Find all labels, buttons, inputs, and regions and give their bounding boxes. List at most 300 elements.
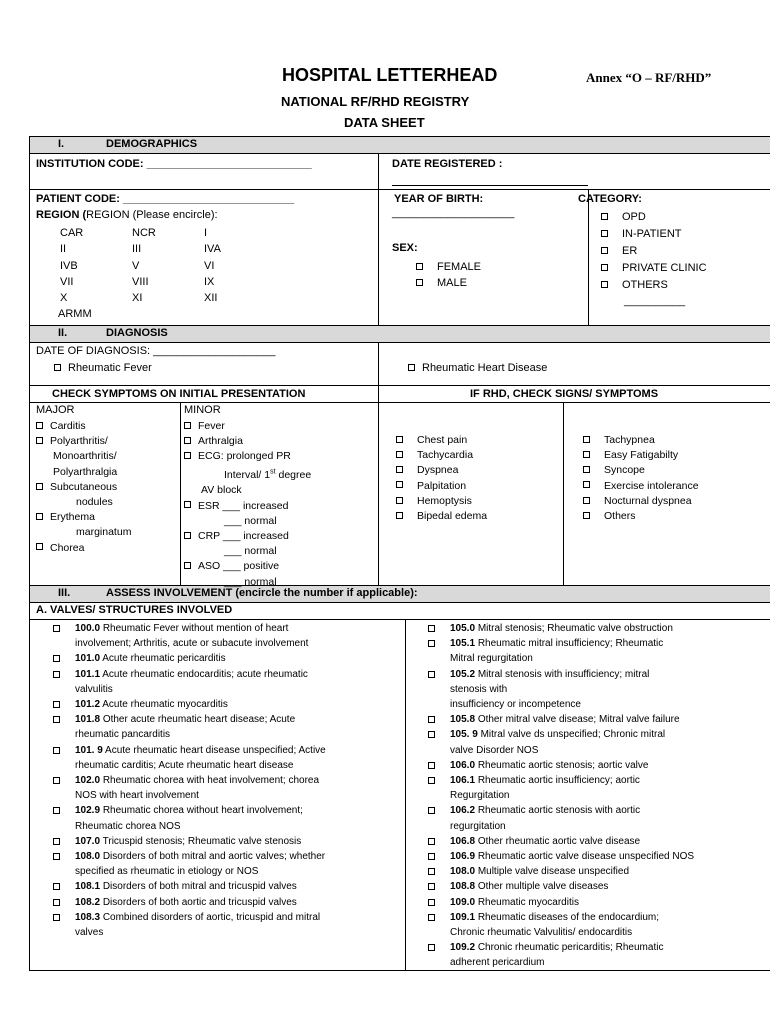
valve-description: Other mitral valve disease; Mitral valve failure (477, 714, 680, 726)
minor-criterion-label: ASO ___ positive (198, 560, 280, 573)
major-criterion[interactable] (36, 541, 131, 556)
checkbox[interactable] (54, 364, 61, 371)
category-option[interactable] (601, 260, 707, 277)
minor-criterion-label: Fever (198, 420, 225, 432)
icd-code: 107.0 (75, 835, 101, 847)
checkbox[interactable] (184, 562, 191, 569)
category-option[interactable] (601, 226, 707, 243)
region-option[interactable]: CAR (60, 227, 84, 239)
icd-code: 108.0 (75, 851, 101, 863)
valves-subheader: A. VALVES/ STRUCTURES INVOLVED (36, 604, 233, 616)
demographics-number: I. (58, 138, 65, 150)
checkbox[interactable] (396, 436, 403, 443)
valve-item[interactable] (53, 895, 326, 910)
minor-criterion[interactable] (184, 449, 311, 464)
minor-criterion-label: ___ normal (224, 545, 277, 558)
major-criterion-label: Carditis (50, 420, 86, 432)
checkbox[interactable] (53, 716, 60, 723)
involvement-number: III. (58, 587, 71, 599)
valve-item[interactable] (428, 636, 694, 651)
data-sheet-title: DATA SHEET (344, 115, 425, 130)
checkbox[interactable] (428, 777, 435, 784)
icd-code: 100.0 (75, 623, 101, 634)
valve-description: Mitral stenosis with insufficiency; mitral (477, 668, 650, 680)
checkbox[interactable] (428, 899, 435, 906)
rhd-sign-label: Tachycardia (417, 449, 474, 462)
valves-right-list (428, 621, 694, 971)
valve-item[interactable] (53, 849, 326, 864)
icd-code: 105.0 (450, 623, 476, 634)
checkbox[interactable] (53, 777, 60, 784)
valve-item[interactable] (53, 803, 326, 818)
valve-description: Mitral stenosis; Rheumatic valve obstruction (477, 623, 673, 634)
checkbox[interactable] (428, 914, 435, 921)
valve-description: specified as rheumatic in etiology or NOS (75, 866, 259, 878)
category-option[interactable] (601, 277, 707, 294)
minor-label: MINOR (184, 404, 221, 416)
checkbox[interactable] (396, 512, 403, 519)
rhd-signs-right-list (583, 433, 699, 524)
icd-code: 102.9 (75, 805, 101, 817)
region-option[interactable]: IX (204, 275, 215, 288)
valve-item[interactable] (428, 712, 694, 727)
diagnosis-number: II. (58, 327, 68, 339)
valve-description: Chronic rheumatic pericarditis; Rheumatic (477, 942, 664, 954)
rhd-sign-label: Dyspnea (417, 464, 459, 477)
checkbox[interactable] (416, 263, 423, 270)
valve-description: involvement; Arthritis, acute or subacute involvement (75, 638, 309, 650)
checkbox[interactable] (53, 853, 60, 860)
rule (29, 585, 770, 586)
rhd-sign-label: Syncope (604, 464, 645, 477)
checkbox[interactable] (36, 513, 43, 520)
valve-item (428, 819, 694, 834)
rhd-sign[interactable] (583, 509, 699, 524)
checkbox[interactable] (53, 655, 60, 662)
icd-code: 105.1 (450, 638, 476, 650)
rhd-sign-label: Exercise intolerance (604, 479, 699, 492)
icd-code: 109.1 (450, 911, 476, 923)
valve-description: Rheumatic Fever without mention of heart (102, 623, 289, 634)
minor-criterion[interactable] (184, 499, 311, 514)
checkbox[interactable] (428, 944, 435, 951)
checkbox[interactable] (583, 436, 590, 443)
region-label: REGION (REGION (Please encircle): (36, 209, 218, 221)
minor-criterion (184, 465, 311, 484)
valve-description: Acute rheumatic pericarditis (102, 653, 226, 665)
icd-code: 101.2 (75, 699, 101, 711)
icd-code: 106.0 (450, 759, 476, 771)
major-criterion-label: Subcutaneous (50, 480, 118, 493)
region-option[interactable]: XI (132, 292, 143, 305)
symptoms-header: CHECK SYMPTOMS ON INITIAL PRESENTATION (52, 388, 306, 400)
checkbox[interactable] (583, 466, 590, 473)
valve-item[interactable] (428, 667, 694, 682)
rheumatic-fever-option[interactable]: Rheumatic Fever (54, 362, 152, 374)
sex-label: SEX: (392, 242, 418, 254)
major-criterion (36, 449, 131, 464)
region-option[interactable]: VIII (132, 275, 149, 288)
region-option[interactable]: I (204, 227, 208, 239)
minor-criterion-label: ___ normal (224, 575, 277, 588)
checkbox[interactable] (428, 807, 435, 814)
valve-item[interactable] (53, 910, 326, 925)
valve-item[interactable] (53, 773, 326, 788)
checkbox[interactable] (53, 914, 60, 921)
rhd-sign[interactable] (396, 509, 487, 524)
region-option[interactable]: III (132, 243, 142, 256)
valve-description: Other multiple valve diseases (477, 881, 609, 893)
checkbox[interactable] (428, 731, 435, 738)
rhd-sign[interactable] (396, 463, 487, 478)
date-registered-label: DATE REGISTERED : (392, 158, 503, 170)
checkbox[interactable] (53, 747, 60, 754)
category-options (601, 209, 707, 294)
category-option-label: OPD (622, 211, 646, 223)
valve-item (428, 925, 694, 940)
checkbox[interactable] (396, 451, 403, 458)
checkbox[interactable] (428, 625, 435, 632)
checkbox[interactable] (184, 501, 191, 508)
valve-description: Rheumatic chorea with heat involvement; chorea (102, 775, 320, 787)
checkbox[interactable] (184, 532, 191, 539)
valve-description: Combined disorders of aortic, tricuspid and mitral (102, 911, 321, 923)
valve-item[interactable] (428, 849, 694, 864)
checkbox[interactable] (36, 422, 43, 429)
checkbox[interactable] (53, 807, 60, 814)
rule (29, 189, 770, 190)
valve-item (428, 697, 694, 712)
minor-criterion[interactable] (184, 434, 311, 449)
category-other-blank[interactable]: __________ (624, 295, 686, 307)
minor-criteria-list (184, 419, 311, 590)
valve-description: Mitral valve ds unspecified; Chronic mitral (480, 729, 666, 741)
icd-code: 101. 9 (75, 744, 103, 756)
checkbox[interactable] (601, 247, 608, 254)
rule (29, 153, 770, 154)
major-criterion-label: Chorea (50, 541, 85, 554)
valve-item[interactable] (428, 621, 694, 636)
valve-description: adherent pericardium (450, 957, 545, 969)
icd-code: 106.8 (450, 835, 476, 847)
checkbox[interactable] (53, 625, 60, 632)
rule (29, 619, 770, 620)
major-criterion[interactable] (36, 434, 131, 449)
region-option[interactable]: XII (204, 292, 218, 305)
valve-description: Acute rheumatic endocarditis; acute rheumatic (102, 668, 308, 680)
rhd-sign-label: Hemoptysis (417, 494, 472, 507)
region-option[interactable]: VI (204, 259, 215, 272)
checkbox[interactable] (53, 701, 60, 708)
checkbox[interactable] (601, 264, 608, 271)
valve-description: Other acute rheumatic heart disease; Acute (102, 714, 296, 726)
icd-code: 109.0 (450, 896, 476, 908)
icd-code: 105. 9 (450, 729, 478, 741)
rhd-sign-label: Chest pain (417, 434, 468, 446)
rhd-sign[interactable] (583, 479, 699, 494)
checkbox[interactable] (601, 213, 608, 220)
checkbox[interactable] (408, 364, 415, 371)
valve-description: NOS with heart involvement (75, 790, 199, 802)
major-criterion-label: nodules (76, 496, 113, 509)
valve-description: Rheumatic chorea without heart involvement; (102, 805, 303, 817)
checkbox[interactable] (396, 481, 403, 488)
valve-item (53, 788, 326, 803)
valve-item[interactable] (53, 743, 326, 758)
major-criterion (36, 525, 131, 540)
region-option[interactable]: ARMM (58, 308, 92, 321)
patient-code-field[interactable]: PATIENT CODE: ____________________________ (36, 193, 295, 205)
minor-criterion-label: ECG: prolonged PR (198, 450, 291, 463)
minor-criterion-label: AV block (201, 484, 242, 497)
valve-item[interactable] (53, 621, 326, 636)
checkbox[interactable] (36, 543, 43, 550)
minor-criterion-label: Interval/ 1st degree (224, 468, 312, 482)
rhd-sign-label: Others (604, 510, 636, 523)
icd-code: 105.8 (450, 714, 476, 726)
rhd-sign-label: Bipedal edema (417, 510, 488, 523)
icd-code: 101.0 (75, 653, 101, 665)
icd-code: 102.0 (75, 775, 101, 787)
year-of-birth-blank[interactable]: ____________________ (392, 207, 515, 219)
valve-description: rheumatic carditis; Acute rheumatic heart disease (75, 759, 294, 771)
valve-description: Disorders of both mitral and aortic valves; whether (102, 851, 326, 863)
icd-code: 108.8 (450, 881, 476, 893)
rhd-sign[interactable] (396, 494, 487, 509)
minor-criterion (184, 544, 311, 559)
category-option[interactable] (601, 209, 707, 226)
checkbox[interactable] (53, 838, 60, 845)
valve-item[interactable] (428, 758, 694, 773)
date-registered-blank[interactable] (392, 185, 588, 186)
valve-item[interactable] (53, 834, 326, 849)
major-criterion[interactable] (36, 480, 131, 495)
icd-code: 101.1 (75, 668, 101, 680)
checkbox[interactable] (428, 868, 435, 875)
rhd-sign[interactable] (583, 433, 699, 448)
checkbox[interactable] (184, 437, 191, 444)
valve-description: Acute rheumatic heart disease unspecified; Active (105, 744, 326, 756)
category-option[interactable] (601, 243, 707, 260)
major-criterion-label: Erythema (50, 511, 95, 524)
valve-description: Rheumatic aortic valve disease unspecified NOS (477, 851, 695, 863)
valve-item (428, 955, 694, 970)
rhd-sign[interactable] (396, 448, 487, 463)
diagnosis-title: DIAGNOSIS (106, 327, 168, 339)
divider (378, 153, 379, 325)
valve-item[interactable] (428, 803, 694, 818)
rhd-sign[interactable] (583, 448, 699, 463)
valve-description: Rheumatic diseases of the endocardium; (477, 911, 660, 923)
rhd-sign[interactable] (396, 479, 487, 494)
involvement-title: ASSESS INVOLVEMENT (encircle the number if applicable): (106, 587, 418, 599)
major-criteria-list (36, 419, 131, 556)
divider (588, 189, 589, 325)
divider (378, 342, 379, 585)
document-title: HOSPITAL LETTERHEAD (282, 65, 498, 85)
category-label: CATEGORY: (578, 193, 642, 205)
valve-item (53, 758, 326, 773)
minor-criterion-label: ___ normal (224, 514, 277, 527)
checkbox[interactable] (416, 279, 423, 286)
icd-code: 106.9 (450, 851, 476, 863)
icd-code: 101.8 (75, 714, 101, 726)
checkbox[interactable] (396, 497, 403, 504)
divider (180, 402, 181, 585)
minor-criterion[interactable] (184, 419, 311, 434)
rhd-sign-label: Tachypnea (604, 434, 655, 446)
checkbox[interactable] (428, 883, 435, 890)
valve-description: Rheumatic aortic stenosis with aortic (477, 805, 641, 817)
category-option-label: ER (622, 245, 638, 257)
minor-criterion[interactable] (184, 529, 311, 544)
checkbox[interactable] (601, 281, 608, 288)
major-criterion (36, 495, 131, 510)
icd-code: 109.2 (450, 942, 476, 954)
checkbox[interactable] (601, 230, 608, 237)
icd-code: 108.3 (75, 911, 101, 923)
valve-description: valvulitis (75, 683, 113, 695)
valve-item (53, 925, 326, 940)
valve-description: regurgitation (450, 820, 506, 832)
valve-item[interactable] (53, 712, 326, 727)
checkbox[interactable] (184, 452, 191, 459)
major-label: MAJOR (36, 404, 75, 416)
checkbox[interactable] (396, 466, 403, 473)
valve-description: Rheumatic myocarditis (477, 896, 579, 908)
major-criterion[interactable] (36, 419, 131, 434)
border-left (29, 136, 30, 971)
valve-item[interactable] (53, 879, 326, 894)
valve-item[interactable] (428, 895, 694, 910)
checkbox[interactable] (428, 762, 435, 769)
region-option[interactable]: NCR (132, 227, 156, 239)
valve-description: Mitral regurgitation (450, 653, 533, 665)
institution-code-field[interactable]: INSTITUTION CODE: ___________________________ (36, 158, 312, 170)
checkbox[interactable] (36, 483, 43, 490)
year-of-birth-label: YEAR OF BIRTH: (394, 193, 484, 205)
checkbox[interactable] (36, 437, 43, 444)
valve-item[interactable] (428, 727, 694, 742)
valve-description: Acute rheumatic myocarditis (102, 699, 228, 711)
minor-criterion-label: ESR ___ increased (198, 499, 289, 512)
valve-item[interactable] (53, 667, 326, 682)
valve-description: Disorders of both aortic and tricuspid valves (102, 896, 297, 908)
date-of-diagnosis-field[interactable]: DATE OF DIAGNOSIS: ____________________ (36, 345, 276, 357)
checkbox[interactable] (428, 640, 435, 647)
rhd-sign[interactable] (396, 433, 487, 448)
divider (563, 402, 564, 585)
checkbox[interactable] (428, 671, 435, 678)
minor-criterion (184, 514, 311, 529)
valve-description: Tricuspid stenosis; Rheumatic valve stenosis (102, 835, 302, 847)
valve-item[interactable] (428, 864, 694, 879)
rhd-sign-label: Nocturnal dyspnea (604, 494, 692, 507)
sex-option[interactable] (416, 275, 481, 291)
sex-option[interactable] (416, 259, 481, 275)
checkbox[interactable] (583, 512, 590, 519)
minor-criterion[interactable] (184, 559, 311, 574)
major-criterion-label: Polyarthritis/ (50, 435, 108, 448)
icd-code: 108.1 (75, 881, 101, 893)
valve-description: stenosis with (450, 683, 508, 695)
rhd-sign[interactable] (583, 463, 699, 478)
checkbox[interactable] (53, 883, 60, 890)
rule (29, 325, 770, 326)
rheumatic-heart-disease-option[interactable]: Rheumatic Heart Disease (408, 362, 547, 374)
valve-item[interactable] (428, 773, 694, 788)
checkbox[interactable] (53, 899, 60, 906)
checkbox[interactable] (583, 481, 590, 488)
valve-description: Rheumatic mitral insufficiency; Rheumatic (477, 638, 664, 650)
sex-option-label: FEMALE (437, 261, 482, 273)
checkbox[interactable] (583, 451, 590, 458)
rule (29, 385, 770, 386)
checkbox[interactable] (53, 671, 60, 678)
valve-description: valve Disorder NOS (450, 744, 539, 756)
rhd-sign-label: Palpitation (417, 479, 467, 492)
valve-description: Chronic rheumatic Valvulitis/ endocarditis (450, 927, 633, 939)
valve-item (53, 819, 326, 834)
rule (29, 136, 770, 137)
region-option[interactable]: IVA (204, 243, 221, 256)
valve-item[interactable] (428, 940, 694, 955)
minor-criterion (184, 483, 311, 498)
divider (405, 619, 406, 970)
icd-code: 106.1 (450, 775, 476, 787)
valve-item (53, 682, 326, 697)
region-option[interactable]: IVB (60, 259, 78, 272)
checkbox[interactable] (428, 853, 435, 860)
valve-description: rheumatic pancarditis (75, 729, 171, 741)
category-option-label: IN-PATIENT (622, 228, 682, 240)
valve-item[interactable] (428, 879, 694, 894)
major-criterion-label: marginatum (76, 526, 132, 539)
checkbox[interactable] (428, 838, 435, 845)
major-criterion[interactable] (36, 510, 131, 525)
minor-criterion-label: Arthralgia (198, 435, 243, 448)
rhd-sign[interactable] (583, 494, 699, 509)
rule (29, 342, 770, 343)
valve-item (53, 636, 326, 651)
valve-item[interactable] (428, 910, 694, 925)
checkbox[interactable] (184, 422, 191, 429)
region-option[interactable]: VII (60, 275, 74, 288)
valve-description: Other rheumatic aortic valve disease (477, 835, 641, 847)
valve-item (53, 727, 326, 742)
valve-item (428, 743, 694, 758)
rule (29, 402, 770, 403)
rhd-signs-left-list (396, 433, 487, 524)
rule (29, 602, 770, 603)
icd-code: 108.2 (75, 896, 101, 908)
valve-item[interactable] (428, 834, 694, 849)
region-option[interactable]: X (60, 292, 68, 305)
annex-label: Annex “O – RF/RHD” (586, 70, 712, 85)
valve-item[interactable] (53, 651, 326, 666)
rhd-signs-header: IF RHD, CHECK SIGNS/ SYMPTOMS (470, 388, 659, 400)
valve-description: Multiple valve disease unspecified (477, 866, 630, 878)
demographics-title: DEMOGRAPHICS (106, 138, 198, 150)
region-option[interactable]: V (132, 259, 140, 272)
category-option-label: PRIVATE CLINIC (622, 262, 707, 274)
checkbox[interactable] (428, 716, 435, 723)
region-option[interactable]: II (60, 243, 67, 256)
valve-description: Rheumatic chorea NOS (75, 820, 181, 832)
major-criterion-label: Polyarthralgia (53, 465, 118, 478)
valve-item[interactable] (53, 697, 326, 712)
checkbox[interactable] (583, 497, 590, 504)
